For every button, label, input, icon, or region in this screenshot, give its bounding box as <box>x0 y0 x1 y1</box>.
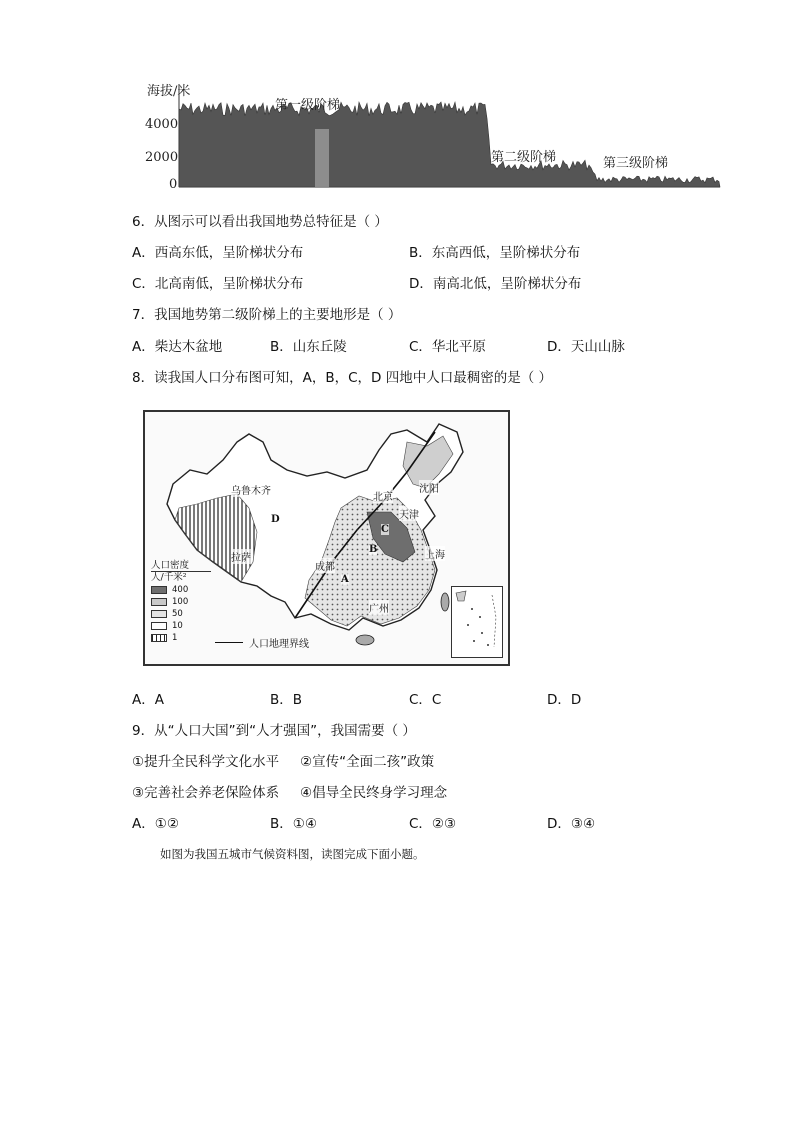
city-beijing: 北京 <box>373 488 393 503</box>
step-2-label: 第二级阶梯 <box>491 150 557 165</box>
point-d: D <box>271 514 280 525</box>
q9-statement-3: ③完善社会养老保险体系 <box>132 785 280 801</box>
city-tianjin: 天津 <box>399 506 419 521</box>
city-urumqi: 乌鲁木齐 <box>231 482 271 497</box>
city-shanghai: 上海 <box>425 546 445 561</box>
point-a: A <box>341 574 349 585</box>
point-b: B <box>369 544 378 555</box>
q6-stem: 6．从图示可以看出我国地势总特征是（ ） <box>132 214 388 230</box>
q8-option-c[interactable]: C．C <box>409 692 442 708</box>
point-c: C <box>381 524 389 535</box>
q7-stem: 7．我国地势第二级阶梯上的主要地形是（ ） <box>132 307 402 323</box>
q9-stem: 9．从“人口大国”到“人才强国”，我国需要（ ） <box>132 723 416 739</box>
y-axis-label: 海拔/米 <box>147 84 191 99</box>
q8-option-b[interactable]: B．B <box>270 692 303 708</box>
q7-option-a[interactable]: A．柴达木盆地 <box>132 339 223 355</box>
line-legend <box>215 635 309 650</box>
legend-row-10: 10 <box>151 620 211 631</box>
legend-row-100: 100 <box>151 596 211 607</box>
legend-row-50: 50 <box>151 608 211 619</box>
q8-stem: 8．读我国人口分布图可知，A，B，C，D 四地中人口最稠密的是（ ） <box>132 370 552 386</box>
density-legend <box>151 560 211 643</box>
q9-statement-2: ②宣传“全面二孩”政策 <box>300 754 435 770</box>
legend-row-1: 1 <box>151 632 211 643</box>
q6-option-a[interactable]: A．西高东低，呈阶梯状分布 <box>132 245 304 261</box>
city-guangzhou: 广州 <box>369 600 389 615</box>
q7-option-c[interactable]: C．华北平原 <box>409 339 486 355</box>
south-sea-inset <box>451 586 503 658</box>
q9-option-b[interactable]: B．①④ <box>270 816 317 832</box>
next-section-intro: 如图为我国五城市气候资料图，读图完成下面小题。 <box>160 847 425 861</box>
q7-option-b[interactable]: B．山东丘陵 <box>270 339 347 355</box>
q8-option-a[interactable]: A．A <box>132 692 164 708</box>
city-lhasa: 拉萨 <box>231 549 251 564</box>
terrain-silhouette <box>179 102 720 187</box>
population-map <box>143 410 510 666</box>
city-chengdu: 成都 <box>315 558 335 573</box>
legend-unit: 人/千米² <box>151 571 211 583</box>
legend-title: 人口密度 <box>151 560 190 571</box>
q9-statement-4: ④倡导全民终身学习理念 <box>300 785 448 801</box>
q9-statement-1: ①提升全民科学文化水平 <box>132 754 280 770</box>
tick-label-4000: 4000 <box>145 117 179 132</box>
tick-label-2000: 2000 <box>145 150 179 165</box>
q7-option-d[interactable]: D．天山山脉 <box>547 339 625 355</box>
q6-option-b[interactable]: B．东高西低，呈阶梯状分布 <box>409 245 581 261</box>
q9-option-d[interactable]: D．③④ <box>547 816 596 832</box>
legend-row-400: 400 <box>151 584 211 595</box>
step-3-label: 第三级阶梯 <box>603 156 669 171</box>
q9-option-c[interactable]: C．②③ <box>409 816 457 832</box>
tick-label-0: 0 <box>169 177 178 192</box>
q9-option-a[interactable]: A．①② <box>132 816 179 832</box>
q6-option-d[interactable]: D．南高北低，呈阶梯状分布 <box>409 276 582 292</box>
line-legend-label: 人口地理界线 <box>249 639 309 650</box>
terrain-profile <box>135 74 725 194</box>
q8-option-d[interactable]: D．D <box>547 692 582 708</box>
q6-option-c[interactable]: C．北高南低，呈阶梯状分布 <box>132 276 304 292</box>
city-shenyang: 沈阳 <box>419 480 439 495</box>
step-1-label: 第一级阶梯 <box>275 98 341 113</box>
terrain-profile-graphic <box>135 74 725 194</box>
